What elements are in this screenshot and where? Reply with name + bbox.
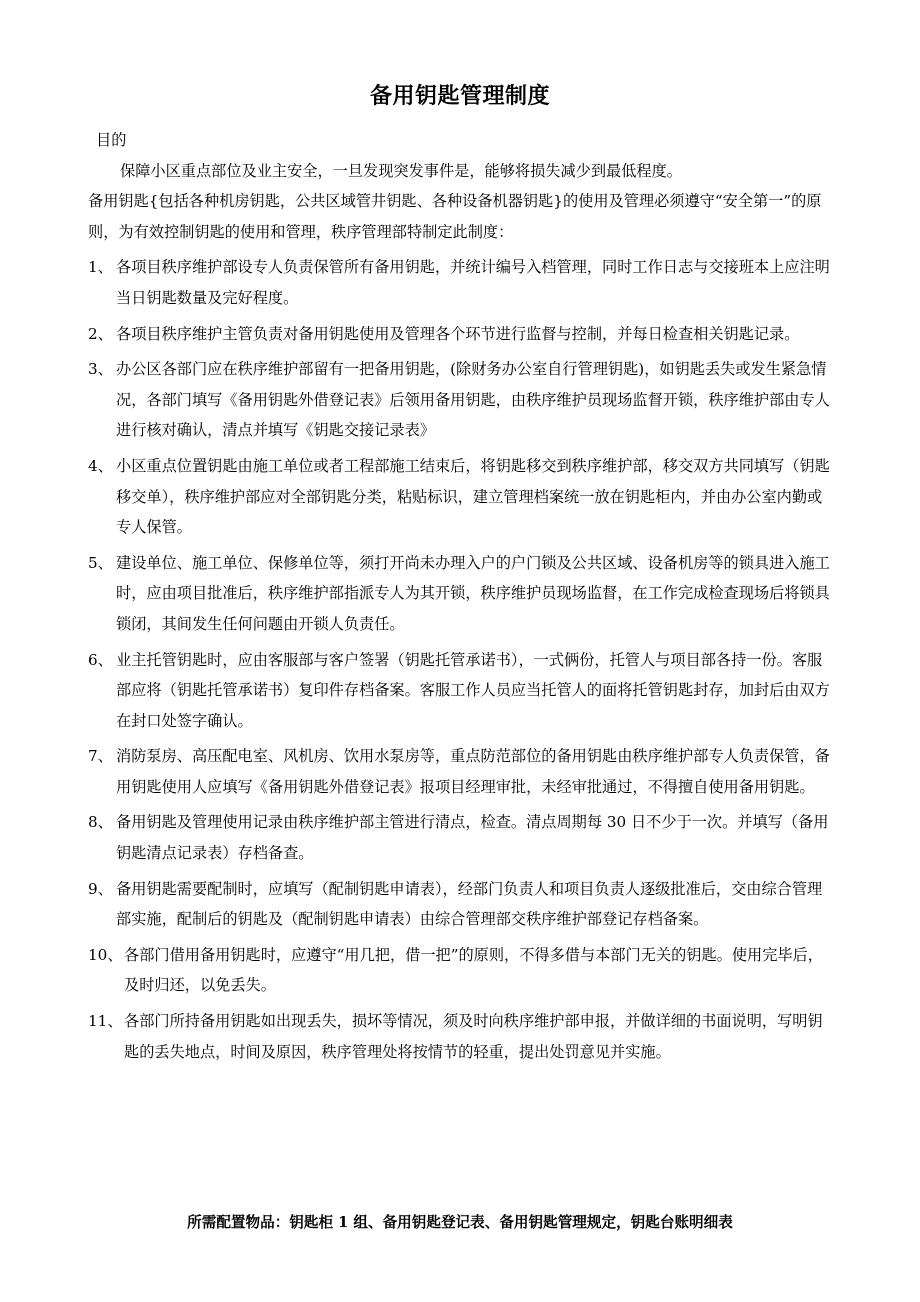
list-item-text: 消防泵房、高压配电室、风机房、饮用水泵房等，重点防范部位的备用钥匙由秩序维护部专人负责保管，备用钥匙使用人应填写《备用钥匙外借登记表》报项目经理审批，未经审批通过，不得擅自使用备用钥匙。 [116, 747, 830, 796]
list-item-text: 建设单位、施工单位、保修单位等，须打开尚未办理入户的户门锁及公共区域、设备机房等的锁具进入施工时，应由项目批准后，秩序维护部指派专人为其开锁，秩序维护员现场监督，在工作完成检查现场后将锁具锁闭，其间发生任何问题由开锁人负责任。 [116, 553, 830, 633]
list-item [88, 1006, 836, 1067]
list-item [88, 741, 836, 802]
list-item [88, 451, 836, 543]
list-item-number: 3、 [88, 360, 113, 379]
list-item-number: 10、 [88, 945, 123, 964]
list-item [88, 319, 836, 350]
list-item-number: 5、 [88, 553, 113, 572]
list-item [88, 645, 836, 737]
purpose-text: 保障小区重点部位及业主安全，一旦发现突发事件是，能够将损失减少到最低程度。 [120, 161, 682, 180]
list-item [88, 354, 836, 446]
list-item-text: 各部门所持备用钥匙如出现丢失，损坏等情况，须及时向秩序维护部申报，并做详细的书面说明，写明钥匙的丢失地点，时间及原因，秩序管理处将按情节的轻重，提出处罚意见并实施。 [124, 1012, 823, 1061]
list-item-text: 各部门借用备用钥匙时，应遵守“用几把，借一把”的原则，不得多借与本部门无关的钥匙。使用完毕后，及时归还，以免丢失。 [124, 945, 823, 995]
purpose-label: 目的 [96, 131, 127, 149]
list-item-number: 7、 [88, 747, 113, 766]
list-item-text: 业主托管钥匙时，应由客服部与客户签署（钥匙托管承诺书），一式俩份，托管人与项目部各持一份。客服部应将（钥匙托管承诺书）复印件存档备案。客服工作人员应当托管人的面将托管钥匙封存，加封后由双方在封口处签字确认。 [116, 650, 830, 730]
list-item-number: 9、 [88, 879, 113, 898]
list-item-number: 4、 [88, 456, 113, 475]
document-body [88, 125, 836, 1067]
intro-paragraph: 备用钥匙{包括各种机房钥匙，公共区域管井钥匙、各种设备机器钥匙}的使用及管理必须遵守“安全第一”的原则，为有效控制钥匙的使用和管理，秩序管理部特制定此制度： [88, 192, 822, 241]
list-item-number: 11、 [88, 1012, 123, 1031]
list-item [88, 807, 836, 868]
list-item-number: 6、 [88, 650, 113, 669]
list-item-number: 2、 [88, 324, 113, 343]
document-title: 备用钥匙管理制度 [369, 84, 550, 109]
list-item [88, 940, 836, 1001]
list-item-text: 各项目秩序维护主管负责对备用钥匙使用及管理各个环节进行监督与控制，并每日检查相关钥匙记录。 [116, 324, 800, 343]
list-item-text: 办公区各部门应在秩序维护部留有一把备用钥匙，(除财务办公室自行管理钥匙)，如钥匙丢失或发生紧急情况，各部门填写《备用钥匙外借登记表》后领用备用钥匙，由秩序维护员现场监督开锁，秩序维护部由专人进行核对确认，清点并填写《钥匙交接记录表》 [116, 360, 830, 440]
list-item-text: 各项目秩序维护部设专人负责保管所有备用钥匙，并统计编号入档管理，同时工作日志与交接班本上应注明当日钥匙数量及完好程度。 [116, 258, 830, 307]
list-item [88, 548, 836, 640]
required-items-note: 所需配置物品：钥匙柜 1 组、备用钥匙登记表、备用钥匙管理规定，钥匙台账明细表 [187, 1214, 733, 1231]
list-item-number: 1、 [88, 258, 113, 277]
list-item [88, 874, 836, 935]
list-item-text: 备用钥匙需要配制时，应填写（配制钥匙申请表），经部门负责人和项目负责人逐级批准后，交由综合管理部实施，配制后的钥匙及（配制钥匙申请表）由综合管理部交秩序维护部登记存档备案。 [116, 879, 823, 929]
list-item-number: 8、 [88, 813, 113, 832]
list-item [88, 252, 836, 313]
list-item-text: 小区重点位置钥匙由施工单位或者工程部施工结束后，将钥匙移交到秩序维护部，移交双方共同填写（钥匙移交单），秩序维护部应对全部钥匙分类，粘贴标识，建立管理档案统一放在钥匙柜内，并由办公室内勤或专人保管。 [116, 456, 830, 537]
list-item-text: 备用钥匙及管理使用记录由秩序维护部主管进行清点，检查。清点周期每 30 日不少于一次。并填写（备用钥匙清点记录表）存档备查。 [116, 813, 829, 863]
